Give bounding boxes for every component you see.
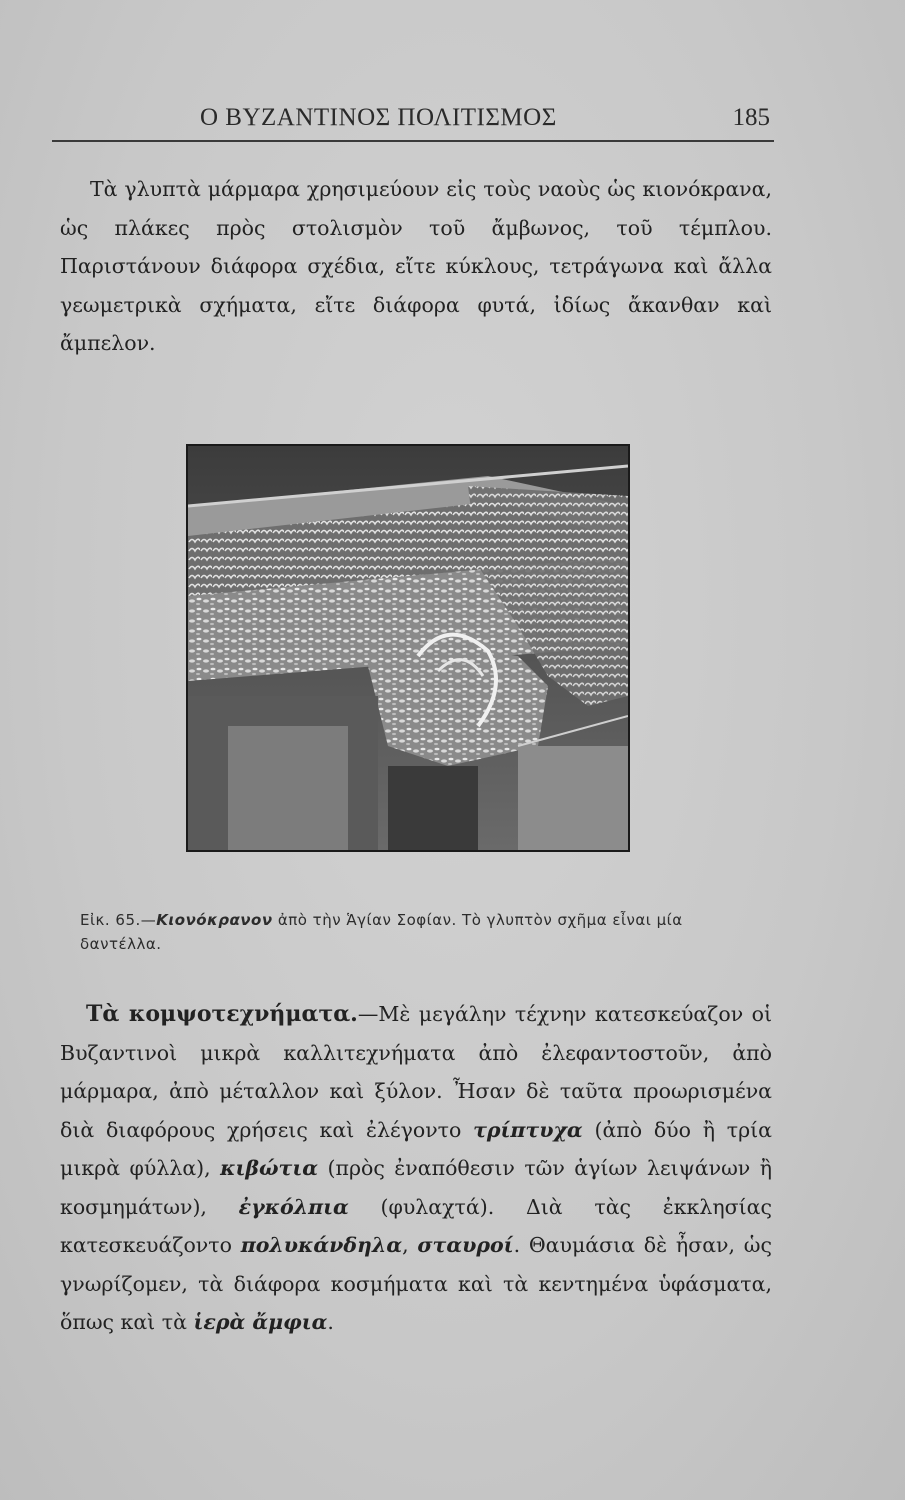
term-enkolpia: ἐγκόλπια [238, 1194, 349, 1219]
text-run: (ἀπὸ δύο ἢ τρία μικρὰ φύλλα), [60, 1117, 772, 1180]
text-run: . Θαυμάσια δὲ ἦσαν, ὡς γνωρίζομεν, τὰ διάφορα κοσμήματα καὶ τὰ κεντημένα ὑφάσματα, ὅπως καὶ τὰ [60, 1233, 772, 1334]
header-rule [52, 140, 774, 142]
capital-photo-image [188, 446, 628, 850]
text-run: , [402, 1233, 418, 1257]
figure-caption-text: ἀπὸ τὴν Ἁγίαν Σοφίαν. Τὸ γλυπτὸν σχῆμα εἶναι μία δαντέλλα. [80, 911, 683, 953]
section-lead: Τὰ κομψοτεχνήματα. [86, 1001, 358, 1027]
paragraph-marble-sculpture: Τὰ γλυπτὰ μάρμαρα χρησιμεύουν εἰς τοὺς ναοὺς ὡς κιονόκρανα, ὡς πλάκες πρὸς στολισμὸν τοῦ ἄμβωνος, τοῦ τέμπλου. Παριστάνουν διάφορα σχέδια, εἴτε κύκλους, τετράγωνα καὶ ἄλλα γεωμετρικὰ σχήματα, εἴτε διάφορα φυτά, ἰδίως ἄκανθαν καὶ ἄμπελον. [60, 177, 772, 355]
text-run: . [327, 1310, 334, 1334]
text-run: (φυλαχτά). Διὰ τὰς ἐκκλησίας κατεσκευάζοντο [60, 1194, 772, 1257]
page-header [60, 100, 772, 140]
figure-caption [80, 908, 720, 956]
running-title: Ο ΒΥΖΑΝΤΙΝΟΣ ΠΟΛΙΤΙΣΜΟΣ [200, 104, 557, 131]
figure-capital-photo [186, 444, 630, 852]
text-run: (πρὸς ἐναπόθεσιν τῶν ἁγίων λειψάνων ἢ κοσμημάτων), [60, 1156, 772, 1219]
term-kivotia: κιβώτια [220, 1156, 319, 1180]
term-iera-amfia: ἱερὰ ἄμφια [193, 1310, 328, 1334]
term-stavroi: σταυροί [417, 1233, 514, 1257]
term-triptych: τρίπτυχα [473, 1117, 583, 1142]
text-run: —Μὲ μεγάλην τέχνην κατεσκεύαζον οἱ Βυζαντινοὶ μικρὰ καλλιτεχνήματα ἀπὸ ἐλεφαντοστοῦν, ἀπὸ μάρμαρα, ἀπὸ μέταλλον καὶ ξύλον. Ἦσαν δὲ ταῦτα προωρισμένα διὰ διαφόρους χρήσεις καὶ ἐλέγοντο [60, 1002, 772, 1142]
term-polykandila: πολυκάνδηλα [240, 1233, 403, 1257]
paragraph-artworks [60, 995, 772, 1342]
figure-label: Εἰκ. 65.— [80, 911, 157, 929]
page-number: 185 [732, 104, 770, 131]
figure-title: Κιονόκρανον [156, 911, 273, 929]
